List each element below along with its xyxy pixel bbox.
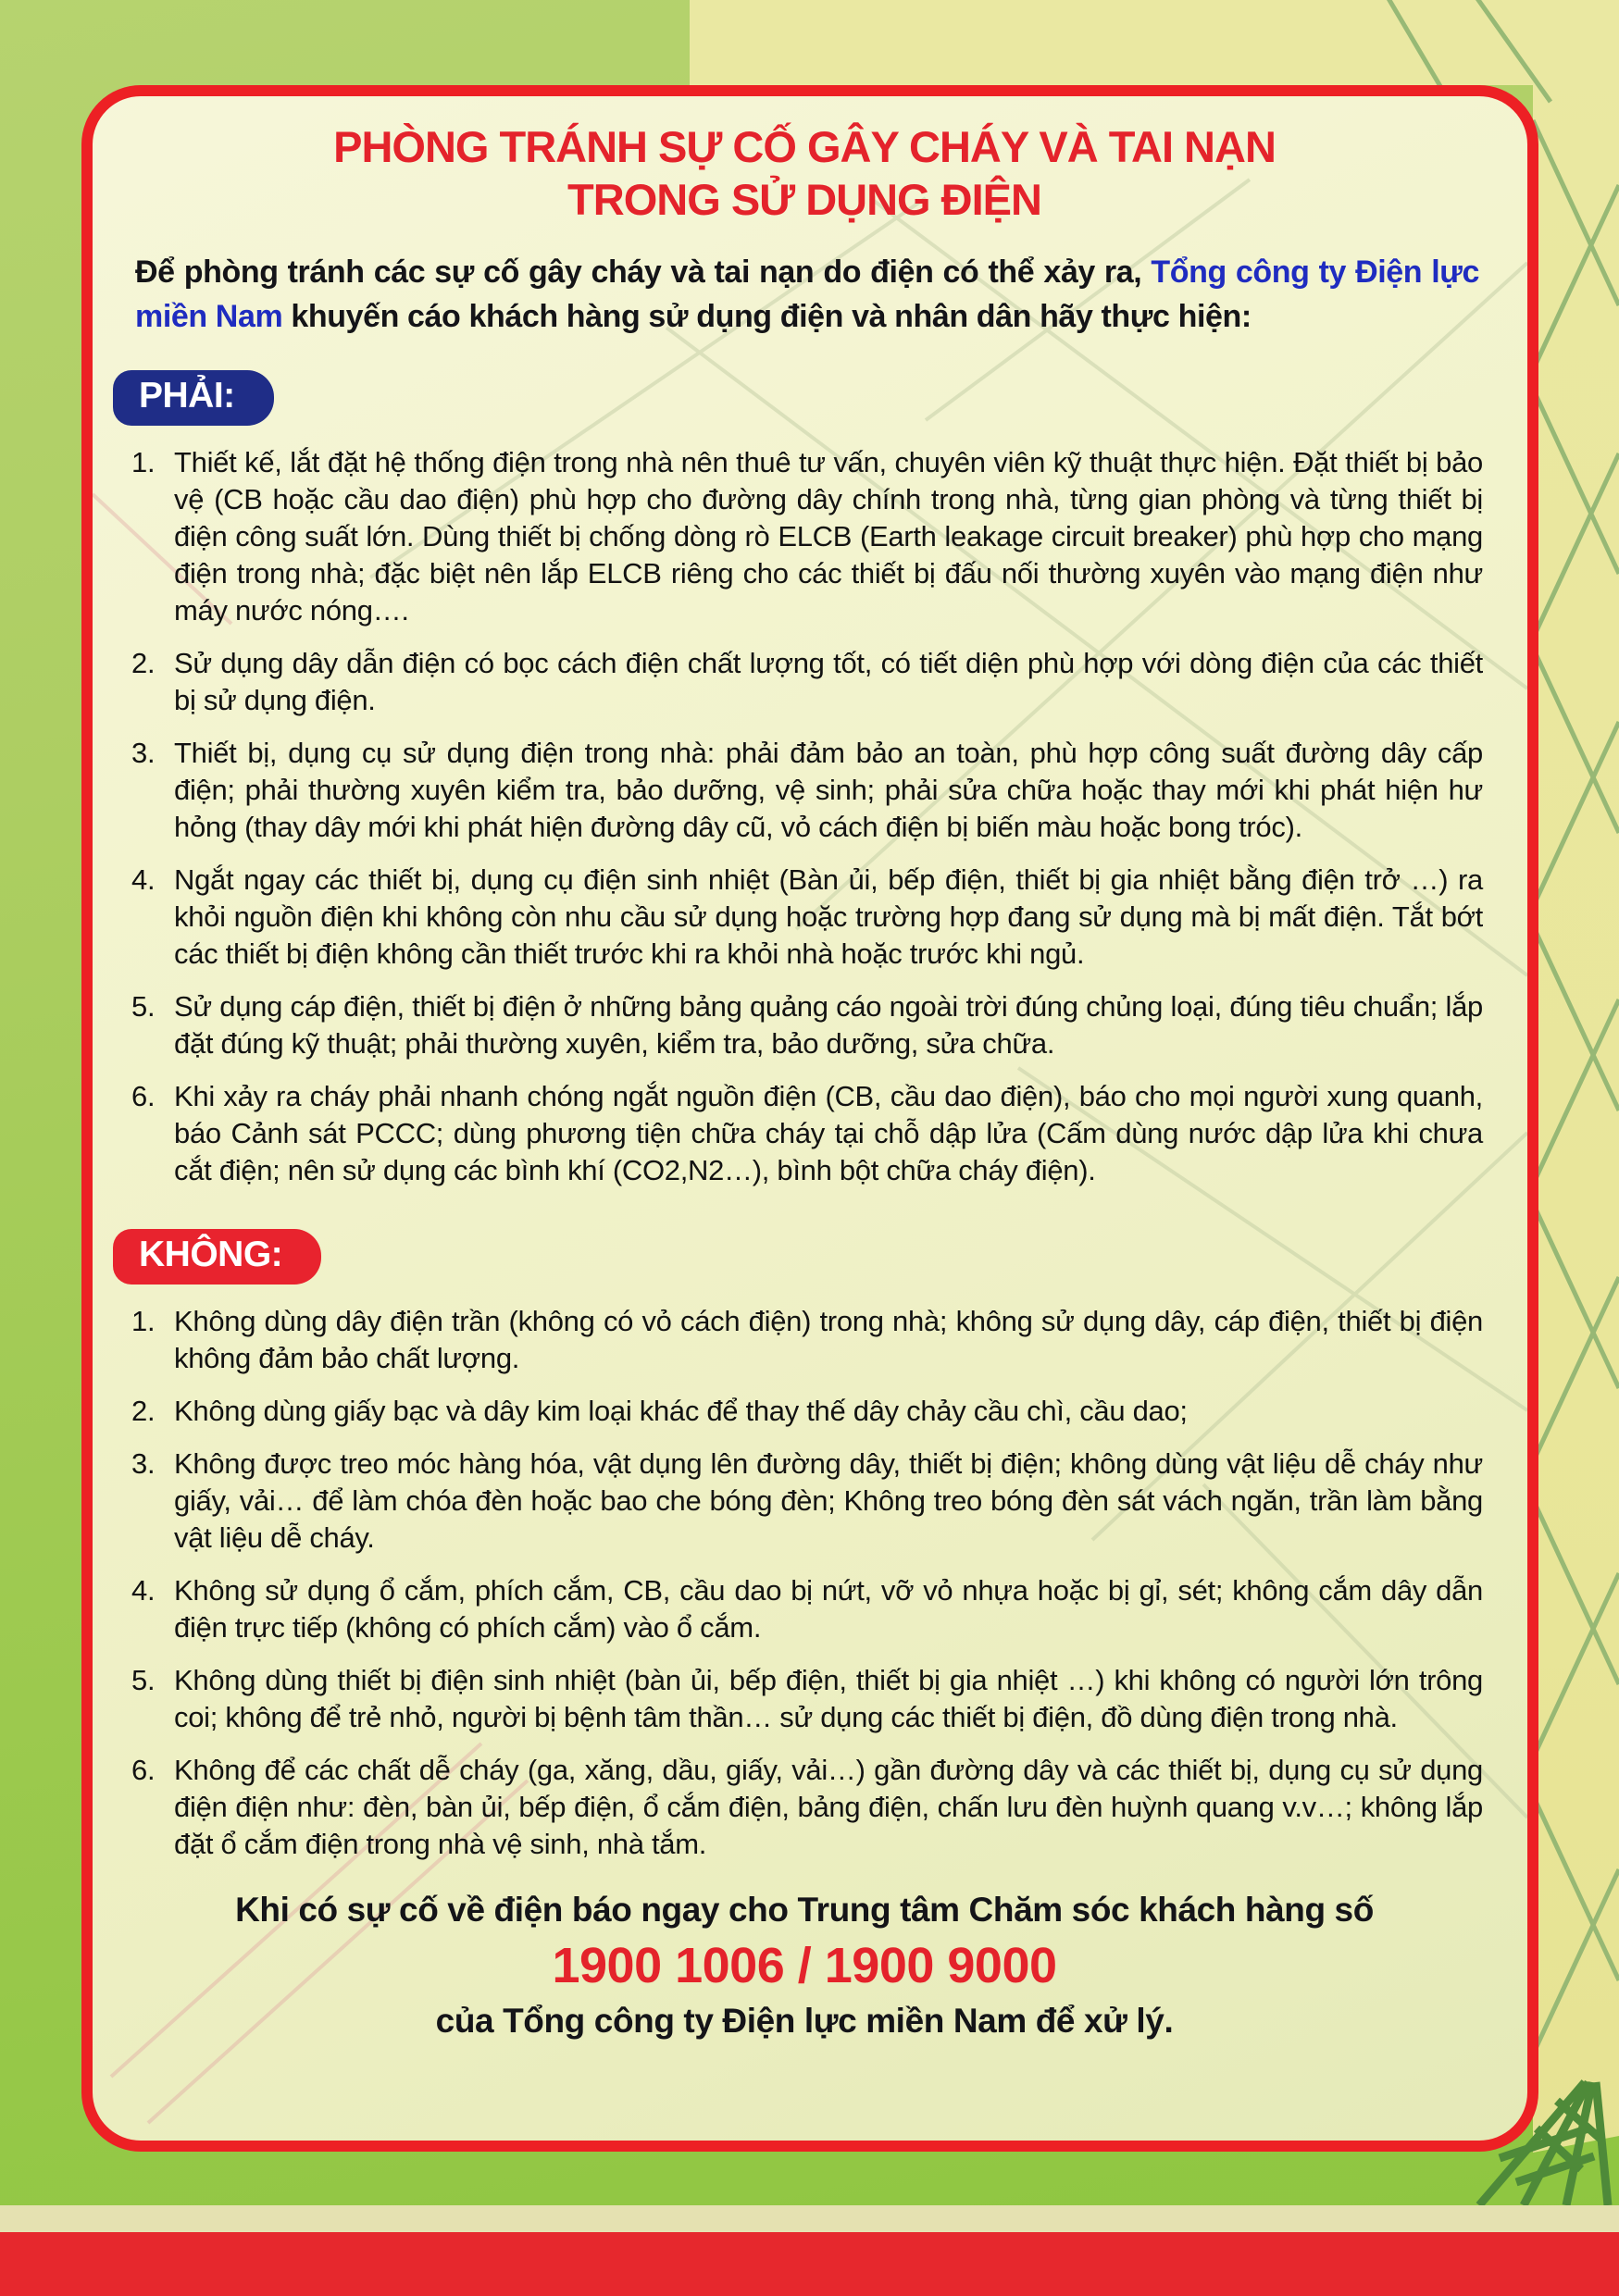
list-item	[126, 1662, 1483, 1736]
must-badge: PHẢI:	[113, 370, 274, 426]
dont-list	[126, 1303, 1483, 1863]
item-number: 5.	[131, 1664, 156, 1696]
footer-line-1: Khi có sự cố về điện báo ngay cho Trung tâm Chăm sóc khách hàng số	[235, 1891, 1374, 1929]
item-number: 6.	[131, 1080, 156, 1112]
item-number: 4.	[131, 863, 156, 896]
list-item	[126, 1752, 1483, 1863]
item-text: Thiết bị, dụng cụ sử dụng điện trong nhà: phải đảm bảo an toàn, phù hợp công suất đường dây cấp điện; phải thường xuyên kiểm tra, bảo dưỡng, vệ sinh; phải sửa chữa hoặc thay mới khi phát hiện hư hỏng (thay dây mới khi phát hiện đường dây cũ, vỏ cách điện bị biến màu hoặc bong tróc).	[174, 737, 1483, 843]
title-line-2: TRONG SỬ DỤNG ĐIỆN	[567, 175, 1041, 224]
list-item	[126, 1078, 1483, 1189]
intro-company-highlight: Tổng công ty Điện lực miền Nam	[135, 254, 1480, 334]
item-number: 2.	[131, 1395, 156, 1427]
item-text: Thiết kế, lắt đặt hệ thống điện trong nhà nên thuê tư vấn, chuyên viên kỹ thuật thực hiện. Đặt thiết bị bảo vệ (CB hoặc cầu dao điện) phù hợp cho đường dây chính trong nhà, từng gian phòng và từng thiết bị điện công suất lớn. Dùng thiết bị chống dòng rò ELCB (Earth leakage circuit breaker) phù hợp cho mạng điện trong nhà; đặc biệt nên lắp ELCB riêng cho các thiết bị đấu nối thường xuyên vào mạng điện như máy nước nóng….	[174, 446, 1483, 627]
footer-line-2: của Tổng công ty Điện lực miền Nam để xử lý.	[435, 2002, 1174, 2040]
item-text: Không dùng dây điện trần (không có vỏ cách điện) trong nhà; không sử dụng dây, cáp điện, thiết bị điện không đảm bảo chất lượng.	[174, 1305, 1483, 1374]
bottom-cream-stripe	[0, 2205, 1619, 2232]
list-item	[126, 1446, 1483, 1557]
list-item	[126, 988, 1483, 1062]
title-line-1: PHÒNG TRÁNH SỰ CỐ GÂY CHÁY VÀ TAI NẠN	[333, 122, 1276, 171]
list-item	[126, 735, 1483, 846]
item-number: 2.	[131, 647, 156, 679]
hotline-numbers: 1900 1006 / 1900 9000	[552, 1938, 1057, 1993]
list-item	[126, 1572, 1483, 1646]
item-text: Không để các chất dễ cháy (ga, xăng, dầu, giấy, vải…) gần đường dây và các thiết bị, dụng cụ sử dụng điện điện như: đèn, bàn ủi, bếp điện, ổ cắm điện, bảng điện, chấn lưu đèn huỳnh quang v.v…; không lắp đặt ổ cắm điện trong nhà vệ sinh, nhà tắm.	[174, 1754, 1483, 1860]
item-number: 1.	[131, 446, 156, 478]
item-number: 6.	[131, 1754, 156, 1786]
item-text: Không sử dụng ổ cắm, phích cắm, CB, cầu dao bị nứt, vỡ vỏ nhựa hoặc bị gỉ, sét; không cắm dây dẫn điện trực tiếp (không có phích cắm) vào ổ cắm.	[174, 1574, 1483, 1644]
dont-badge: KHÔNG:	[113, 1229, 321, 1285]
item-text: Không dùng thiết bị điện sinh nhiệt (bàn ủi, bếp điện, thiết bị gia nhiệt …) khi không có người lớn trông coi; không để trẻ nhỏ, người bị bệnh tâm thần… sử dụng các thiết bị điện, đồ dùng điện trong nhà.	[174, 1664, 1483, 1733]
item-number: 4.	[131, 1574, 156, 1607]
item-text: Không dùng giấy bạc và dây kim loại khác để thay thế dây chảy cầu chì, cầu dao;	[174, 1395, 1188, 1427]
item-number: 3.	[131, 1447, 156, 1480]
intro-part2: khuyến cáo khách hàng sử dụng điện và nhân dân hãy thực hiện:	[282, 299, 1252, 334]
item-text: Sử dụng dây dẫn điện có bọc cách điện chất lượng tốt, có tiết diện phù hợp với dòng điện của các thiết bị sử dụng điện.	[174, 647, 1483, 716]
list-item	[126, 862, 1483, 973]
list-item	[126, 1393, 1483, 1430]
card-content	[93, 96, 1527, 2141]
page-title	[154, 120, 1455, 226]
item-number: 1.	[131, 1305, 156, 1337]
list-item	[126, 645, 1483, 719]
must-list	[126, 444, 1483, 1189]
intro-paragraph	[135, 250, 1479, 339]
item-number: 3.	[131, 737, 156, 769]
intro-part1: Để phòng tránh các sự cố gây cháy và tai nạn do điện có thể xảy ra,	[135, 254, 1152, 290]
item-text: Khi xảy ra cháy phải nhanh chóng ngắt nguồn điện (CB, cầu dao điện), báo cho mọi người xung quanh, báo Cảnh sát PCCC; dùng phương tiện chữa cháy tại chỗ dập lửa (Cấm dùng nước dập lửa khi chưa cắt điện; nên sử dụng các bình khí (CO2,N2…), bình bột chữa cháy điện).	[174, 1080, 1483, 1186]
item-text: Sử dụng cáp điện, thiết bị điện ở những bảng quảng cáo ngoài trời đúng chủng loại, đúng tiêu chuẩn; lắp đặt đúng kỹ thuật; phải thường xuyên, kiểm tra, bảo dưỡng, sửa chữa.	[174, 990, 1483, 1060]
poster-card	[81, 85, 1538, 2152]
list-item	[126, 1303, 1483, 1377]
bottom-red-bar	[0, 2232, 1619, 2296]
list-item	[126, 444, 1483, 629]
item-number: 5.	[131, 990, 156, 1023]
item-text: Ngắt ngay các thiết bị, dụng cụ điện sinh nhiệt (Bàn ủi, bếp điện, thiết bị gia nhiệt bằng điện trở …) ra khỏi nguồn điện khi không còn nhu cầu sử dụng hoặc trường hợp đang sử dụng mà bị mất điện. Tắt bớt các thiết bị điện không cần thiết trước khi ra khỏi nhà hoặc trước khi ngủ.	[174, 863, 1483, 970]
item-text: Không được treo móc hàng hóa, vật dụng lên đường dây, thiết bị điện; không dùng vật liệu dễ cháy như giấy, vải… để làm chóa đèn hoặc bao che bóng đèn; Không treo bóng đèn sát vách ngăn, trần làm bằng vật liệu dễ cháy.	[174, 1447, 1483, 1554]
footer-block	[126, 1889, 1483, 2042]
